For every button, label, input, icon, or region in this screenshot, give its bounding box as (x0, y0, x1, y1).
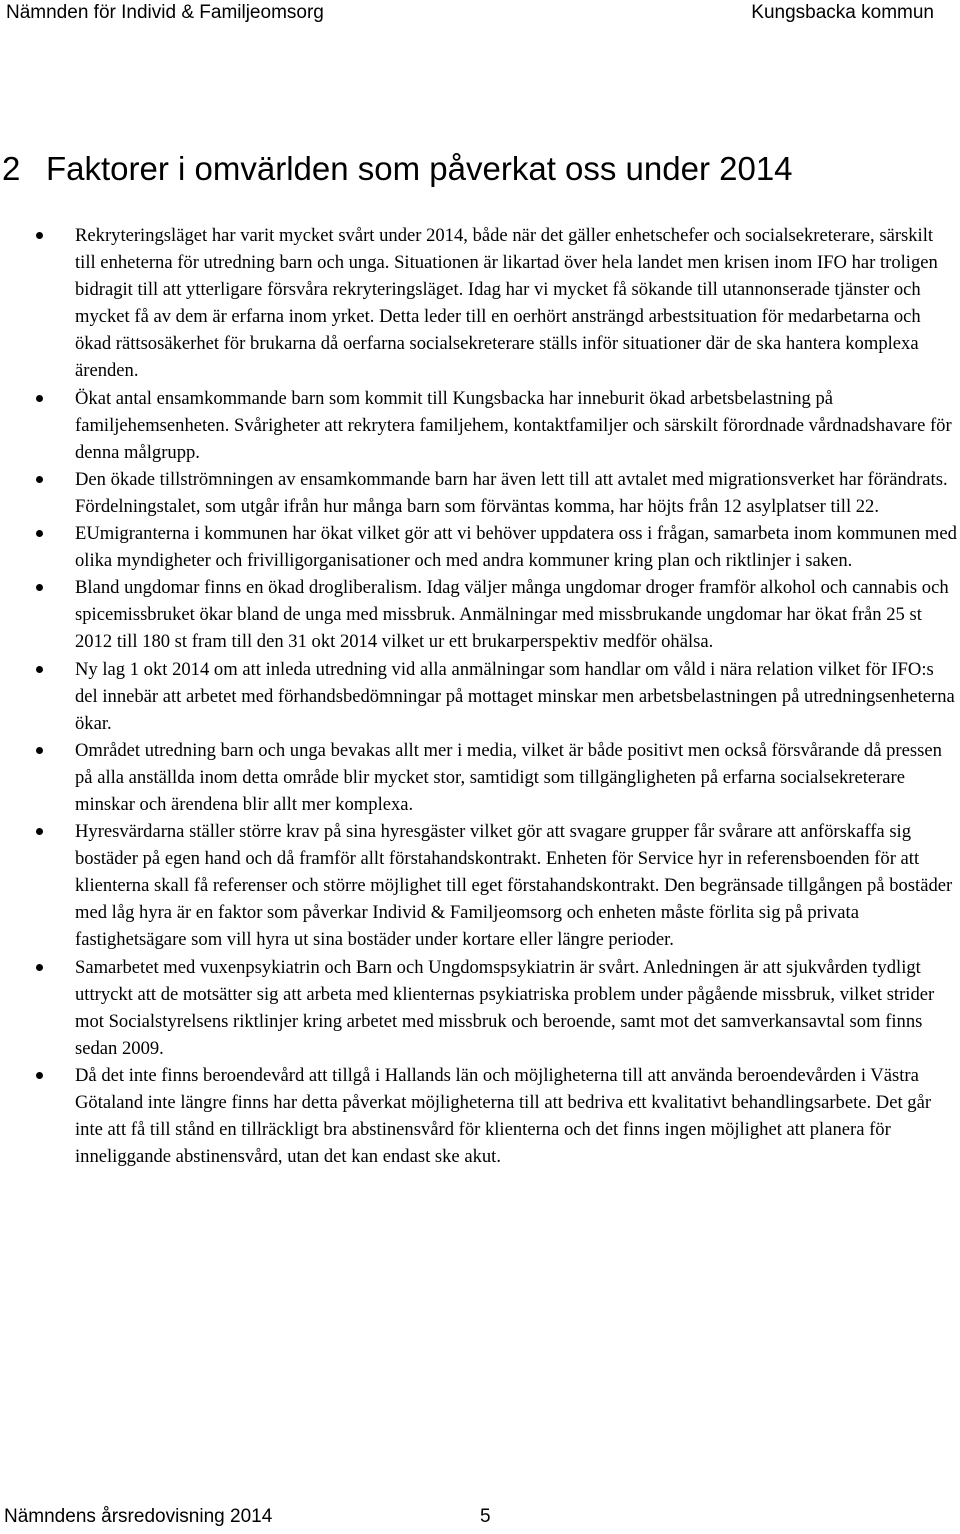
list-item (0, 520, 960, 574)
bullet-text: Då det inte finns beroendevård att tillgå i Hallands län och möjligheterna till att använda beroendevården i Västra Götaland inte längre finns har detta påverkat möjligheterna till att bedriva ett kvalitativt behandlingsarbete. Det går inte att få till stånd en tillräckligt bra abstinensvård för klienterna och det finns ingen möjlighet att planera för inneliggande abstinensvård, utan det kan endast ske akut. (75, 1064, 932, 1168)
list-item (0, 737, 960, 818)
bullet-icon (36, 1072, 43, 1079)
bullet-text: Ny lag 1 okt 2014 om att inleda utredning vid alla anmälningar som handlar om våld i nära relation vilket för IFO:s del innebär att arbetet med förhandsbedömningar på mottaget minskar men arbetsbelastningen på utredningsenheterna ökar. (75, 658, 955, 734)
bullet-text: Rekryteringsläget har varit mycket svårt under 2014, både när det gäller enhetschefer och socialsekreterare, särskilt till enheterna för utredning barn och unga. Situationen är likartad över hela landet men krisen inom IFO har troligen bidragit till att ytterligare försvåra rekryteringsläget. Idag har vi mycket få sökande till utannonserade tjänster och mycket få av dem är erfarna inom yrket. Detta leder till en oerhört ansträngd arbestsituation för medarbetarna och ökad rättsosäkerhet för brukarna då oerfarna socialsekreterare ställs inför situationer där de ska hantera komplexa ärenden. (75, 225, 938, 382)
bullet-text: EUmigranterna i kommunen har ökat vilket gör att vi behöver uppdatera oss i frågan, samarbeta inom kommunen med olika myndigheter och frivilligorganisationer och med andra kommuner kring plan och riktlinjer i saken. (75, 523, 957, 572)
page-footer (0, 1506, 960, 1534)
bullet-text: Ökat antal ensamkommande barn som kommit till Kungsbacka har inneburit ökad arbetsbelastning på familjehemsenheten. Svårigheter att rekrytera familjehem, kontaktfamiljer och särskilt förordnade vårdnadshavare för denna målgrupp. (75, 387, 952, 463)
section-number: 2 (2, 150, 21, 187)
bullet-text: Den ökade tillströmningen av ensamkommande barn har även lett till att avtalet med migrationsverket har förändrats. Fördelningstalet, som utgår ifrån hur många barn som förväntas komma, har höjts från 12 asylplatser till 22. (75, 468, 948, 517)
list-item (0, 466, 960, 520)
list-item (0, 656, 960, 737)
page-header (0, 0, 960, 28)
header-organization: Nämnden för Individ & Familjeomsorg (6, 2, 324, 23)
list-item (0, 385, 960, 466)
page-number: 5 (480, 1506, 491, 1527)
list-item (0, 818, 960, 953)
footer-report-title: Nämndens årsredovisning 2014 (4, 1506, 273, 1527)
bullet-icon (36, 395, 43, 402)
bullet-icon (36, 476, 43, 483)
bullet-icon (36, 232, 43, 239)
bullet-icon (36, 964, 43, 971)
bullet-icon (36, 666, 43, 673)
bullet-text: Bland ungdomar finns en ökad drogliberalism. Idag väljer många ungdomar droger framför alkohol och cannabis och spicemissbruket ökar bland de unga med missbruk. Anmälningar med missbrukande ungdomar har ökat från 25 st 2012 till 180 st fram till den 31 okt 2014 vilket ur ett brukarperspektiv medför ohälsa. (75, 577, 949, 653)
bullet-text: Området utredning barn och unga bevakas allt mer i media, vilket är både positivt men också försvårande då pressen på alla anställda inom detta område blir mycket stor, samtidigt som tillgängligheten på erfarna socialsekreterare minskar och ärendena blir allt mer komplexa. (75, 739, 942, 815)
list-item (0, 222, 960, 385)
bullet-text: Hyresvärdarna ställer större krav på sina hyresgäster vilket gör att svagare grupper får svårare att anförskaffa sig bostäder på egen hand och då framför allt förstahandskontrakt. Enheten för Service hyr in referensboenden för att klienterna skall få referenser och större möjlighet till eget förstahandskontrakt. Den begränsade tillgången på bostäder med låg hyra är en faktor som påverkar Individ & Familjeomsorg och enheten måste förlita sig på privata fastighetsägare som vill hyra ut sina bostäder under kortare eller längre perioder. (75, 821, 953, 951)
bullet-icon (36, 747, 43, 754)
header-municipality: Kungsbacka kommun (751, 2, 934, 23)
bullet-text: Samarbetet med vuxenpsykiatrin och Barn och Ungdomspsykiatrin är svårt. Anledningen är att sjukvården tydligt uttryckt att de motsätter sig att arbeta med klienternas psykiatriska problem under pågående missbruk, vilket strider mot Socialstyrelsens riktlinjer kring arbetet med missbruk och beroende, samt mot det samverkansavtal som finns sedan 2009. (75, 956, 935, 1059)
bullet-icon (36, 828, 43, 835)
list-item (0, 574, 960, 655)
bullet-icon (36, 584, 43, 591)
list-item (0, 954, 960, 1062)
bullet-list (0, 222, 960, 1170)
section-title: Faktorer i omvärlden som påverkat oss under 2014 (46, 150, 793, 187)
bullet-icon (36, 530, 43, 537)
list-item (0, 1062, 960, 1170)
